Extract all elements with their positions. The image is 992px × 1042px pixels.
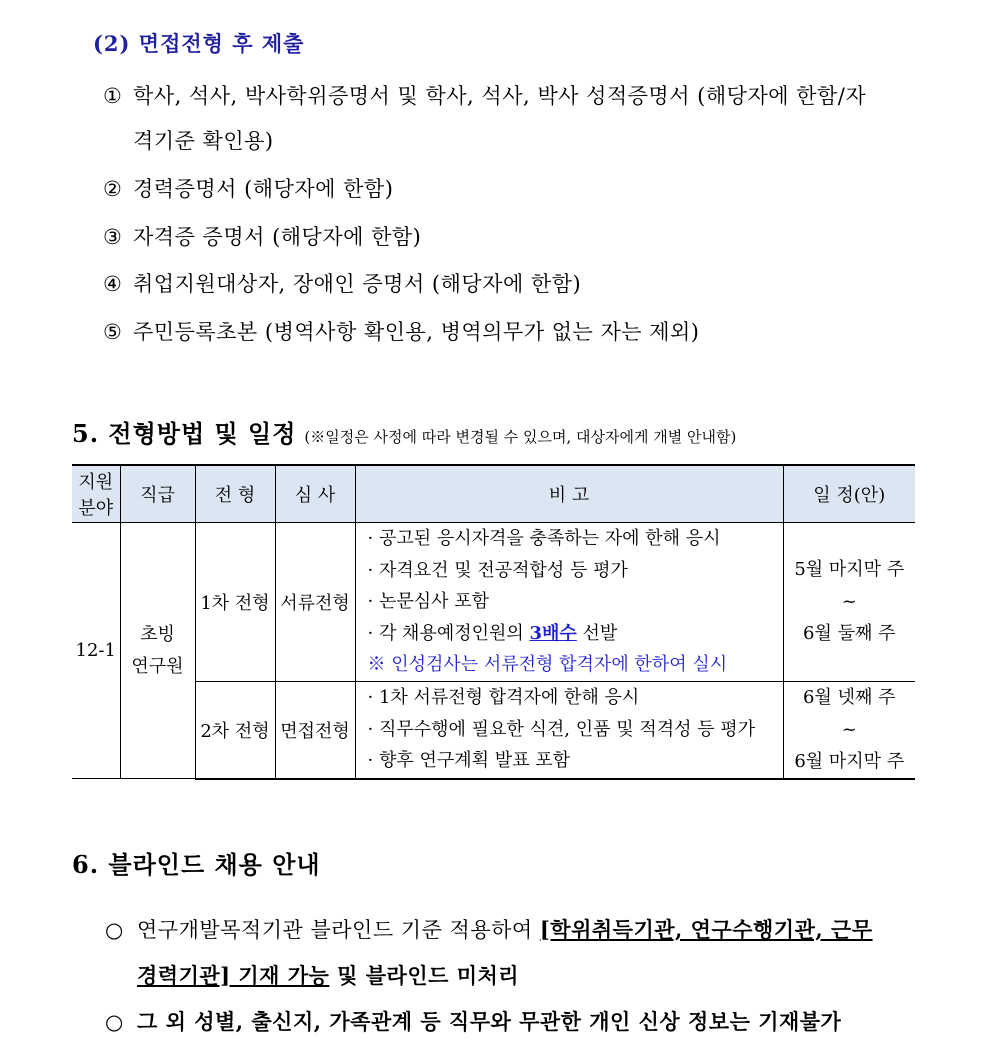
header-field [72, 465, 120, 523]
header-field-line2: 분야 [78, 498, 114, 519]
selection-post: 선발 [576, 622, 618, 644]
field-cell: 12-1 [72, 523, 120, 779]
remarks-cell [355, 523, 783, 682]
blind-item-1-post: 및 블라인드 미처리 [329, 963, 520, 988]
blind-item-2 [105, 1006, 841, 1036]
selection-pre: · 각 채용예정인원의 [367, 622, 530, 644]
schedule-end: 6월 둘째 주 [803, 622, 896, 644]
review-cell: 서류전형 [275, 523, 355, 682]
item-number: ⑤ [103, 320, 123, 344]
schedule-tilde: ~ [841, 718, 857, 740]
remark-line: · 1차 서류전형 합격자에 한해 응시 [367, 687, 640, 709]
section-5-title: 5. 전형방법 및 일정 [72, 419, 297, 448]
schedule-start: 6월 넷째 주 [803, 686, 896, 708]
blind-item-1-continued [137, 960, 519, 990]
item-text: 학사, 석사, 박사학위증명서 및 학사, 석사, 박사 성적증명서 (해당자에 한함/자 [133, 84, 867, 108]
remark-line-selection [368, 618, 783, 650]
item-number: ③ [103, 225, 123, 249]
section-6-title: 6. 블라인드 채용 안내 [72, 850, 321, 879]
review-cell: 면접전형 [275, 681, 355, 779]
submit-item-2 [103, 173, 393, 203]
schedule-cell [783, 523, 915, 682]
header-review: 심 사 [275, 465, 355, 523]
position-line2: 연구원 [131, 655, 184, 677]
selection-ratio: 3배수 [529, 622, 577, 644]
submit-item-3 [103, 221, 421, 251]
blind-item-1-pre: 연구개발목적기관 블라인드 기준 적용하여 [137, 918, 540, 942]
submit-item-1-continued: 격기준 확인용) [133, 129, 274, 153]
header-stage: 전 형 [195, 465, 275, 523]
blind-item-1-emphasis-end: 경력기관] 기재 가능 [137, 963, 330, 988]
stage-cell: 2차 전형 [195, 681, 275, 779]
schedule-table [72, 464, 915, 780]
remark-line: · 직무수행에 필요한 식견, 인품 및 적격성 등 평가 [367, 718, 756, 740]
header-schedule: 일 정(안) [783, 465, 915, 523]
table-row [72, 523, 915, 682]
table-row [72, 681, 915, 779]
bullet-circle: ○ [105, 1009, 124, 1034]
remark-line: · 자격요건 및 전공적합성 등 평가 [367, 559, 628, 581]
section-5-note: (※일정은 사정에 따라 변경될 수 있으며, 대상자에게 개별 안내함) [304, 428, 737, 446]
schedule-cell [783, 681, 915, 779]
remark-line: · 공고된 응시자격을 충족하는 자에 한해 응시 [367, 528, 721, 549]
item-text: 자격증 증명서 (해당자에 한함) [133, 225, 422, 249]
remarks-cell [355, 681, 783, 779]
schedule-end: 6월 마지막 주 [794, 750, 905, 772]
remark-note: ※ 인성검사는 서류전형 합격자에 한하여 실시 [367, 654, 728, 675]
item-number: ② [103, 177, 123, 201]
item-number: ④ [103, 272, 123, 296]
position-line1: 초빙 [140, 623, 175, 645]
remark-line: · 논문심사 포함 [367, 591, 489, 612]
section-5-heading [72, 414, 736, 449]
bullet-circle: ○ [105, 918, 124, 942]
item-text: 주민등록초본 (병역사항 확인용, 병역의무가 없는 자는 제외) [133, 320, 700, 344]
item-text: 취업지원대상자, 장애인 증명서 (해당자에 한함) [133, 272, 582, 296]
table-header-row [72, 465, 915, 523]
blind-item-1 [105, 914, 873, 944]
position-cell [120, 523, 195, 779]
submit-item-5 [103, 316, 699, 346]
header-field-line1: 지원 [78, 472, 114, 493]
header-position: 직급 [120, 465, 195, 523]
stage-cell: 1차 전형 [195, 523, 275, 682]
submit-item-1 [103, 80, 866, 110]
schedule-tilde: ~ [841, 590, 857, 612]
blind-item-2-text: 그 외 성별, 출신지, 가족관계 등 직무와 무관한 개인 신상 정보는 기재불가 [137, 1009, 842, 1034]
submit-item-4 [103, 268, 581, 298]
header-remarks: 비 고 [355, 465, 783, 523]
blind-item-1-emphasis: [학위취득기관, 연구수행기관, 근무 [539, 917, 873, 942]
schedule-start: 5월 마지막 주 [794, 558, 905, 580]
remark-line: · 향후 연구계획 발표 포함 [367, 750, 570, 772]
subsection-title: (2) 면접전형 후 제출 [93, 31, 305, 56]
item-number: ① [103, 84, 123, 108]
item-text: 경력증명서 (해당자에 한함) [133, 177, 394, 201]
